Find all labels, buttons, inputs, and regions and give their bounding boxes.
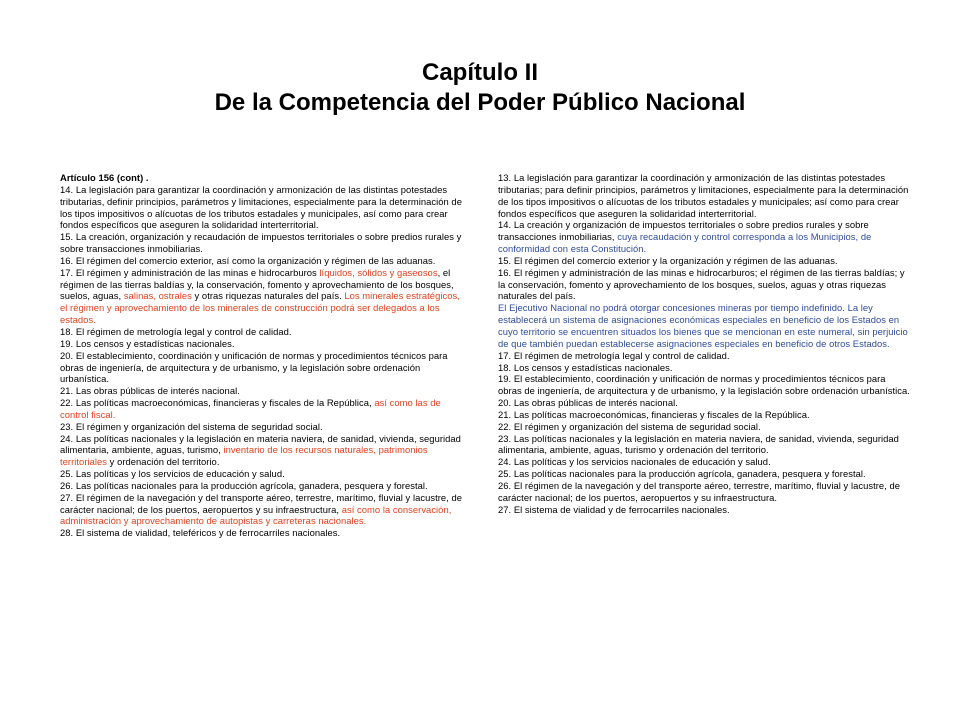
- left-item-list: [60, 184, 468, 539]
- left-item: [60, 397, 468, 421]
- article-heading: Artículo 156 (cont) .: [60, 172, 149, 183]
- item-text: 15. La creación, organización y recaudación de impuestos territoriales o sobre predios rurales y sobre transacciones inmobiliarias.: [60, 231, 462, 255]
- left-item: [60, 492, 468, 528]
- item-text: 13. La legislación para garantizar la coordinación y armonización de las distintas potestades tributarias; para definir principios, parámetros y limitaciones, especialmente para la determinación de los tipos impositivos o alícuotas de los tributos estadales y municipales; así como para crear fondos específicos que aseguren la solidaridad interterritorial.: [498, 172, 909, 219]
- highlight-new-text: El Ejecutivo Nacional no podrá otorgar concesiones mineras por tiempo indefinido. La ley establecerá un sistema de asignaciones económicas especiales en beneficio de los Estados en cuyo territorio se encuentren situados los bienes que se mencionan en este numeral, sin perjuicio de que también puedan establecerse asignaciones especiales en beneficio de otros Estados.: [498, 302, 908, 349]
- right-item: [498, 350, 910, 362]
- left-column: [60, 172, 468, 539]
- left-item: [60, 527, 468, 539]
- left-item: [60, 480, 468, 492]
- item-text: 27. El sistema de vialidad y de ferrocarriles nacionales.: [498, 503, 730, 515]
- right-item: [498, 421, 910, 433]
- item-text: 23. El régimen y organización del sistema de seguridad social.: [60, 420, 323, 432]
- item-text: 28. El sistema de vialidad, teleféricos y de ferrocarriles nacionales.: [60, 527, 341, 539]
- item-text: y otras riquezas naturales del país.: [191, 290, 345, 302]
- right-item: [498, 433, 910, 457]
- item-text: y ordenación del territorio.: [107, 456, 220, 468]
- item-text: 26. Las políticas nacionales para la producción agrícola, ganadera, pesquera y forestal.: [60, 479, 428, 491]
- highlight-added-text: salinas, ostrales: [123, 290, 192, 302]
- item-text: 25. Las políticas nacionales para la producción agrícola, ganadera, pesquera y forestal.: [498, 468, 866, 480]
- right-item: [498, 362, 910, 374]
- item-text: , el régimen de las tierras baldías y, la conservación, fomento y aprovechamiento de los bosques, suelos, aguas,: [60, 266, 454, 302]
- item-text: 23. Las políticas nacionales y la legislación en materia naviera, de sanidad, vivienda, seguridad alimentaria, ambiente, aguas, turismo y ordenación del territorio.: [498, 432, 899, 456]
- item-text: 24. Las políticas y los servicios nacionales de educación y salud.: [498, 456, 771, 468]
- right-item: [498, 267, 910, 303]
- item-text: 20. El establecimiento, coordinación y unificación de normas y procedimientos técnicos para obras de ingeniería, de arquitectura y de urbanismo, y la legislación sobre ordenación urbanística.: [60, 349, 448, 385]
- right-item: [498, 397, 910, 409]
- item-text: 24. Las políticas nacionales y la legislación en materia naviera, de sanidad, vivienda, seguridad alimentaria, ambiente, aguas, turismo,: [60, 432, 461, 456]
- left-item: [60, 267, 468, 326]
- item-text: 17. El régimen de metrología legal y control de calidad.: [498, 349, 730, 361]
- item-text: 21. Las políticas macroeconómicas, financieras y fiscales de la República.: [498, 408, 810, 420]
- item-text: 26. El régimen de la navegación y del transporte aéreo, terrestre, marítimo, fluvial y lacustre, de carácter nacional; de los puertos, aeropuertos y su infraestructura.: [498, 479, 901, 503]
- highlight-added-text: inventario de los recursos naturales, patrimonios territoriales: [60, 444, 428, 468]
- right-item: [498, 409, 910, 421]
- right-column: [498, 172, 910, 515]
- highlight-added-text: Los minerales estratégicos, el régimen y aprovechamiento de los minerales de construcción podrá ser delegados a los estados.: [60, 290, 460, 326]
- right-item: [498, 456, 910, 468]
- item-text: 18. Los censos y estadísticas nacionales.: [498, 361, 673, 373]
- item-text: 22. Las políticas macroeconómicas, financieras y fiscales de la República,: [60, 397, 375, 409]
- item-text: 21. Las obras públicas de interés nacional.: [60, 385, 240, 397]
- highlight-added-text: líquidos, sólidos y gaseosos: [319, 266, 438, 278]
- item-text: 20. Las obras públicas de interés nacional.: [498, 397, 678, 409]
- right-item: [498, 480, 910, 504]
- item-text: 14. La creación y organización de impuestos territoriales o sobre predios rurales y sobre transacciones inmobiliarias,: [498, 219, 869, 243]
- left-item: [60, 326, 468, 338]
- right-item: [498, 373, 910, 397]
- item-text: 18. El régimen de metrología legal y control de calidad.: [60, 325, 292, 337]
- item-text: 19. El establecimiento, coordinación y unificación de normas y procedimientos técnicos para obras de ingeniería, de arquitectura y de urbanismo, y la legislación sobre ordenación urbanística.: [498, 373, 910, 397]
- highlight-added-text: así como la conservación, administración y aprovechamiento de autopistas y carreteras nacionales.: [60, 503, 452, 527]
- left-item: [60, 433, 468, 469]
- left-item: [60, 350, 468, 386]
- left-item: [60, 468, 468, 480]
- item-text: 25. Las políticas y los servicios de educación y salud.: [60, 468, 285, 480]
- item-text: 27. El régimen de la navegación y del transporte aéreo, terrestre, marítimo, fluvial y lacustre, de carácter nacional; de los puertos, aeropuertos y su infraestructura,: [60, 491, 463, 515]
- item-text: 16. El régimen y administración de las minas e hidrocarburos; el régimen de las tierras baldías; y la conservación, fomento y aprovechamiento de los bosques, suelos, aguas y otras riquezas naturales del país.: [498, 266, 905, 302]
- left-item: [60, 421, 468, 433]
- left-item: [60, 338, 468, 350]
- right-item: [498, 504, 910, 516]
- highlight-added-text: así como las de control fiscal.: [60, 397, 441, 420]
- slide-title: [0, 58, 960, 118]
- chapter-title: Capítulo II: [422, 59, 538, 86]
- highlight-new-text: cuya recaudación y control corresponda a los Municipios, de conformidad con esta Constitución.: [498, 231, 872, 255]
- item-text: 16. El régimen del comercio exterior, así como la organización y régimen de las aduanas.: [60, 254, 436, 266]
- left-item: [60, 255, 468, 267]
- item-text: 17. El régimen y administración de las minas e hidrocarburos: [60, 266, 320, 278]
- chapter-subtitle: De la Competencia del Poder Público Nacional: [214, 89, 746, 116]
- left-item: [60, 231, 468, 255]
- right-item-list: [498, 172, 910, 515]
- right-item: [498, 302, 910, 349]
- right-item: [498, 468, 910, 480]
- right-item: [498, 255, 910, 267]
- right-item: [498, 172, 910, 219]
- left-item: [60, 184, 468, 231]
- item-text: 15. El régimen del comercio exterior y la organización y régimen de las aduanas.: [498, 254, 838, 266]
- left-item: [60, 385, 468, 397]
- right-item: [498, 219, 910, 255]
- item-text: 22. El régimen y organización del sistema de seguridad social.: [498, 420, 761, 432]
- item-text: 14. La legislación para garantizar la coordinación y armonización de las distintas potestades tributarias, definir principios, parámetros y limitaciones, especialmente para la determinación de los tipos impositivos o alícuotas de los tributos estadales y municipales, así como para crear fondos específicos que aseguren la solidaridad interterritorial.: [60, 183, 462, 231]
- item-text: 19. Los censos y estadísticas nacionales.: [60, 337, 235, 349]
